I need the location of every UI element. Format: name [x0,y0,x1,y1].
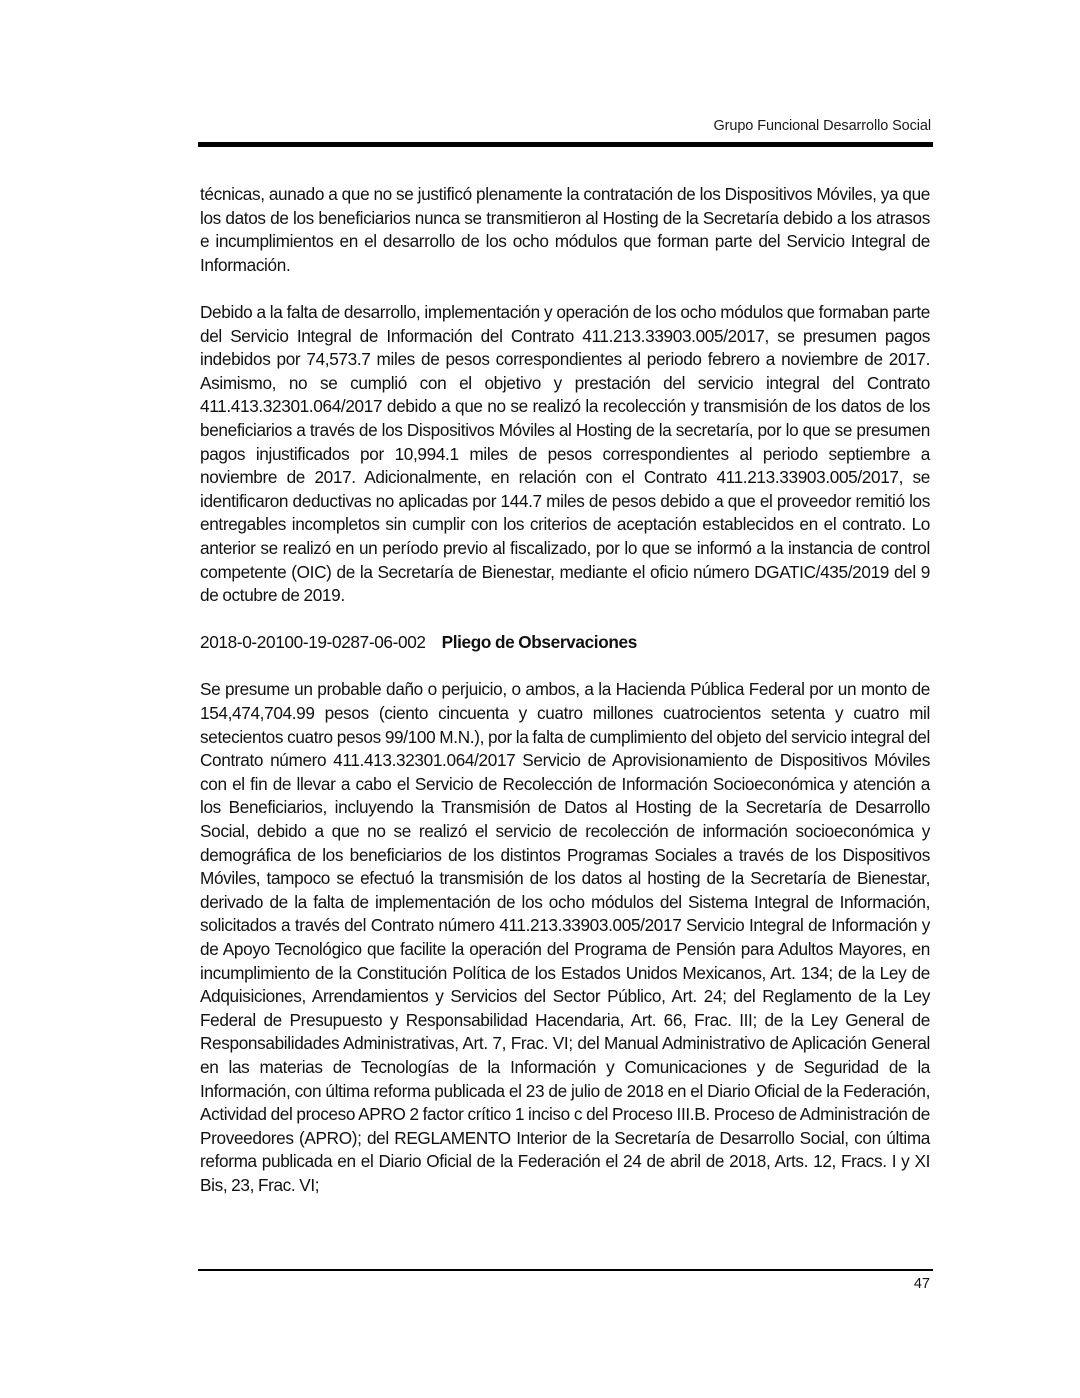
page-header-title: Grupo Funcional Desarrollo Social [713,118,931,134]
body-paragraph: Debido a la falta de desarrollo, implementación y operación de los ocho módulos que formaban parte del Servicio Integral de Información del Contrato 411.213.33903.005/2017, se presumen pagos indebidos por 74,573.7 miles de pesos correspondientes al periodo febrero a noviembre de 2017. Asimismo, no se cumplió con el objetivo y prestación del servicio integral del Contrato 411.413.32301.064/2017 debido a que no se realizó la recolección y transmisión de los datos de los beneficiarios a través de los Dispositivos Móviles al Hosting de la secretaría, por lo que se presumen pagos injustificados por 10,994.1 miles de pesos correspondientes al periodo septiembre a noviembre de 2017. Adicionalmente, en relación con el Contrato 411.213.33903.005/2017, se identificaron deductivas no aplicadas por 144.7 miles de pesos debido a que el proveedor remitió los entregables incompletos sin cumplir con los criterios de aceptación establecidos en el contrato. Lo anterior se realizó en un período previo al fiscalizado, por lo que se informó a la instancia de control competente (OIC) de la Secretaría de Bienestar, mediante el oficio número DGATIC/435/2019 del 9 de octubre de 2019. [200,301,930,606]
body-paragraph: Se presume un probable daño o perjuicio, o ambos, a la Hacienda Pública Federal por un monto de 154,474,704.99 pesos (ciento cincuenta y cuatro millones cuatrocientos setenta y cuatro mil setecientos cuatro pesos 99/100 M.N.), por la falta de cumplimiento del objeto del servicio integral del Contrato número 411.413.32301.064/2017 Servicio de Aprovisionamiento de Dispositivos Móviles con el fin de llevar a cabo el Servicio de Recolección de Información Socioeconómica y atención a los Beneficiarios, incluyendo la Transmisión de Datos al Hosting de la Secretaría de Desarrollo Social, debido a que no se realizó el servicio de recolección de información socioeconómica y demográfica de los beneficiarios de los distintos Programas Sociales a través de los Dispositivos Móviles, tampoco se efectuó la transmisión de los datos al hosting de la Secretaría de Bienestar, derivado de la falta de implementación de los ocho módulos del Sistema Integral de Información, solicitados a través del Contrato número 411.213.33903.005/2017 Servicio Integral de Información y de Apoyo Tecnológico que facilite la operación del Programa de Pensión para Adultos Mayores, en incumplimiento de la Constitución Política de los Estados Unidos Mexicanos, Art. 134; de la Ley de Adquisiciones, Arrendamientos y Servicios del Sector Público, Art. 24; del Reglamento de la Ley Federal de Presupuesto y Responsabilidad Hacendaria, Art. 66, Frac. III; de la Ley General de Responsabilidades Administrativas, Art. 7, Frac. VI; del Manual Administrativo de Aplicación General en las materias de Tecnologías de la Información y Comunicaciones y de Seguridad de la Información, con última reforma publicada el 23 de julio de 2018 en el Diario Oficial de la Federación, Actividad del proceso APRO 2 factor crítico 1 inciso c del Proceso III.B. Proceso de Administración de Proveedores (APRO); del REGLAMENTO Interior de la Secretaría de Desarrollo Social, con última reforma publicada en el Diario Oficial de la Federación el 24 de abril de 2018, Arts. 12, Fracs. I y XI Bis, 23, Frac. VI; [200,679,930,1195]
document-body [200,183,930,1221]
body-paragraph: técnicas, aunado a que no se justificó plenamente la contratación de los Dispositivos Móviles, ya que los datos de los beneficiarios nunca se transmitieron al Hosting de la Secretaría debido a los atrasos e incumplimientos en el desarrollo de los ocho módulos que forman parte del Servicio Integral de Información. [200,184,930,275]
footer-divider [198,1269,933,1271]
observation-heading [200,631,930,655]
observation-code: 2018-0-20100-19-0287-06-002 [200,632,426,653]
page-number: 47 [913,1276,930,1292]
observation-title: Pliego de Observaciones [441,632,637,653]
header-divider [198,142,933,147]
